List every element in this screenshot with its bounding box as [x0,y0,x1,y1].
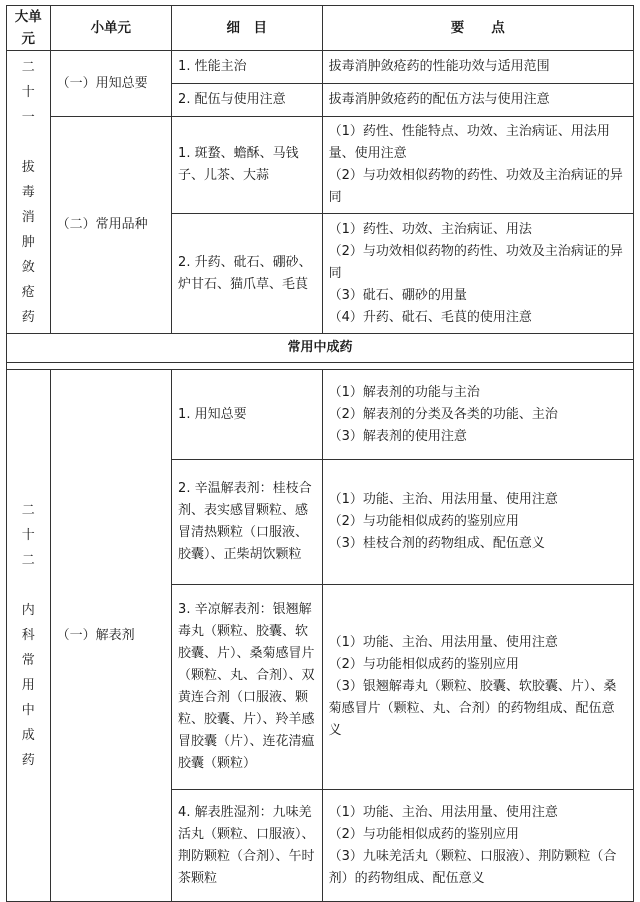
point-item: （3）银翘解毒丸（颗粒、胶囊、软胶囊、片）、桑菊感冒片（颗粒、丸、合剂）的药物组成、配伍意义 [328,679,617,738]
divider-title: 常用中成药 [7,334,634,363]
detail-cell: 2. 配伍与使用注意 [172,84,323,117]
point-item: （3）九味羌活丸（颗粒、口服液）、荆防颗粒（合剂）的药物组成、配伍意义 [328,848,617,886]
spacer-cell [7,363,634,370]
point-item: （1）药性、功效、主治病证、用法 [328,221,532,237]
points-cell: 拔毒消肿敛疮药的配伍方法与使用注意 [322,84,633,117]
unit-char: 二 [21,503,35,518]
unit-char: 药 [21,309,35,325]
detail-cell: 2. 辛温解表剂：桂枝合剂、表实感冒颗粒、感冒清热颗粒（口服液、胶囊）、正柴胡饮颗粒 [172,460,323,585]
point-item: （2）与功效相似药物的药性、功效及主治病证的异同 [328,243,623,281]
divider-row [7,334,634,363]
detail-cell [172,117,323,214]
unit-char: 疮 [21,284,35,300]
table-row [7,51,634,84]
point-item: （1）解表剂的功能与主治 [328,384,480,400]
points-cell [322,790,633,902]
point-item: （2）与功能相似成药的鉴别应用 [328,657,519,672]
table-row [7,117,634,214]
unit-char: 敛 [21,259,35,275]
points-cell [322,460,633,585]
unit-char: 拔 [21,159,35,175]
point-item: （3）砒石、硼砂的用量 [328,287,467,303]
header-detail: 细 目 [172,6,323,51]
unit-char: 药 [21,753,35,768]
point-item: （1）药性、性能特点、功效、主治病证、用法用量、使用注意 [328,124,610,161]
point-item: （1）功能、主治、用法用量、使用注意 [328,635,558,650]
unit-char: 常 [21,653,35,668]
unit-char: 内 [21,603,35,618]
unit-char: 二 [21,59,35,75]
syllabus-table [6,5,634,902]
unit-cell-22 [7,370,51,902]
unit-char: 用 [21,678,35,693]
points-cell [322,117,633,214]
unit-char: 中 [21,703,35,718]
detail-cell: 1. 用知总要 [172,370,323,460]
header-subunit: 小单元 [50,6,171,51]
unit-vertical-text [13,55,44,330]
points-cell [322,370,633,460]
subunit-cell: （一）解表剂 [50,370,171,902]
detail-cell: 1. 性能主治 [172,51,323,84]
header-points: 要 点 [322,6,633,51]
points-cell [322,214,633,334]
detail-cell: 4. 解表胜湿剂：九味羌活丸（颗粒、口服液）、荆防颗粒（合剂）、午时茶颗粒 [172,790,323,902]
unit-char: 一 [21,109,35,125]
unit-char: 毒 [21,184,35,200]
unit-char: 消 [21,209,35,225]
points-cell [322,585,633,790]
points-cell: 拔毒消肿敛疮药的性能功效与适用范围 [322,51,633,84]
table-row [7,370,634,460]
point-item: （2）与功能相似成药的鉴别应用 [328,826,519,842]
unit-char [13,130,44,155]
header-row [7,6,634,51]
unit-char: 科 [21,628,35,643]
detail-cell: 3. 辛凉解表剂：银翘解毒丸（颗粒、胶囊、软胶囊、片）、桑菊感冒片（颗粒、丸、合剂）、双黄连合剂（口服液、颗粒、胶囊、片）、羚羊感冒胶囊（片）、连花清瘟胶囊（颗粒） [172,585,323,790]
unit-vertical-text [13,498,44,773]
detail-text: 2. 升药、砒石、硼砂、炉甘石、猫爪草、毛茛 [178,254,312,292]
detail-cell [172,214,323,334]
unit-char: 肿 [21,234,35,250]
unit-char: 二 [21,553,35,568]
subunit-cell: （一）用知总要 [50,51,171,117]
unit-char: 成 [21,728,35,743]
unit-char: 十 [21,528,35,543]
unit-char: 十 [21,84,35,100]
unit-cell-21 [7,51,51,334]
point-item: （1）功能、主治、用法用量、使用注意 [328,804,558,820]
subunit-cell: （二）常用品种 [50,117,171,334]
point-item: （2）与功效相似药物的药性、功效及主治病证的异同 [328,168,623,205]
detail-text: 1. 斑蝥、蟾酥、马钱子、儿茶、大蒜 [178,146,299,183]
unit-char [13,573,44,598]
divider-spacer [7,363,634,370]
point-item: （4）升药、砒石、毛茛的使用注意 [328,309,532,325]
point-item: （2）解表剂的分类及各类的功能、主治 [328,406,558,422]
header-unit: 大单元 [7,6,51,51]
point-item: （3）解表剂的使用注意 [328,428,467,444]
point-item: （2）与功能相似成药的鉴别应用 [328,514,519,529]
point-item: （3）桂枝合剂的药物组成、配伍意义 [328,536,545,551]
point-item: （1）功能、主治、用法用量、使用注意 [328,492,558,507]
